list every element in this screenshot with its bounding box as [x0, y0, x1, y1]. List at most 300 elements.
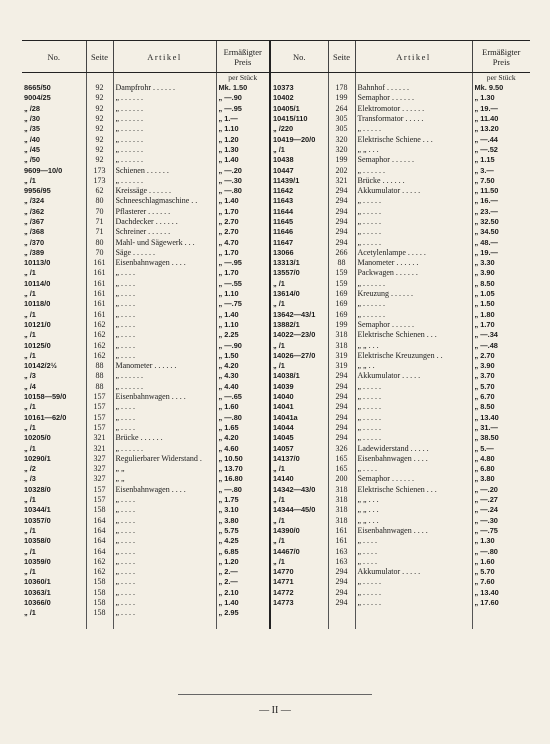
table-blank-space — [22, 618, 530, 628]
cell-preis: „ 2.70 — [216, 217, 270, 227]
cell-artikel: „ . . . . — [113, 268, 216, 278]
cell-seite: 319 — [328, 351, 355, 361]
cell-seite: 157 — [86, 402, 113, 412]
cell-seite: 318 — [328, 485, 355, 495]
cell-no: „ /3 — [24, 371, 36, 381]
cell-artikel: Akkumulator . . . . . — [355, 371, 472, 381]
cell-no: 10438 — [270, 155, 328, 165]
cell-preis: „ 48.— — [472, 237, 530, 247]
cell-preis: „ —.30 — [216, 176, 270, 186]
cell-preis: „ 13.70 — [216, 464, 270, 474]
cell-no: 10328/0 — [24, 484, 51, 494]
cell-preis: „ 2.— — [216, 567, 270, 577]
cell-seite: 199 — [328, 320, 355, 330]
cell-preis: „ 7.50 — [472, 176, 530, 186]
cell-seite: 178 — [328, 83, 355, 93]
cell-no: 10358/0 — [24, 536, 51, 546]
cell-no: „ /1 — [24, 350, 36, 360]
cell-preis: „ 2.95 — [216, 608, 270, 618]
cell-seite: 162 — [86, 351, 113, 361]
cell-seite: 158 — [86, 577, 113, 587]
cell-seite: 264 — [328, 104, 355, 114]
cell-no — [270, 608, 328, 618]
cell-seite: 163 — [328, 546, 355, 556]
cell-seite: 159 — [328, 279, 355, 289]
cell-artikel: „ . . . . . . — [355, 310, 472, 320]
cell-preis: „ —.80 — [472, 546, 530, 556]
cell-no: „ /4 — [24, 381, 36, 391]
cell-preis: „ —.80 — [216, 413, 270, 423]
cell-artikel: Akkumulator . . . . . — [355, 186, 472, 196]
cell-artikel: „ . . . . — [355, 464, 472, 474]
cell-seite: 199 — [328, 155, 355, 165]
cell-seite: 294 — [328, 207, 355, 217]
cell-seite: 319 — [328, 361, 355, 371]
header-preis: Ermäßigter Preis — [216, 41, 270, 73]
cell-seite: 169 — [328, 310, 355, 320]
cell-preis: „ 4.70 — [216, 237, 270, 247]
cell-no: 11642 — [270, 186, 328, 196]
cell-no: 10205/0 — [24, 433, 51, 443]
cell-preis: „ 1.50 — [472, 299, 530, 309]
cell-artikel: „ . . . . — [113, 402, 216, 412]
cell-preis: „ 6.80 — [472, 464, 530, 474]
cell-artikel: Semaphor . . . . . . — [355, 93, 472, 103]
cell-seite: 305 — [328, 114, 355, 124]
cell-artikel: Elektrische Schiene . . . — [355, 134, 472, 144]
cell-no: 10158—59/0 — [24, 392, 67, 402]
cell-preis: „ —.34 — [472, 330, 530, 340]
cell-no: 10447 — [270, 165, 328, 175]
cell-preis: „ —.44 — [472, 134, 530, 144]
cell-seite: 164 — [86, 546, 113, 556]
cell-artikel: „ „ . . . — [355, 505, 472, 515]
cell-preis: „ 3.70 — [472, 371, 530, 381]
cell-artikel: Manometer . . . . . . — [113, 361, 216, 371]
cell-seite: 157 — [86, 485, 113, 495]
cell-seite: 92 — [86, 124, 113, 134]
table-row — [22, 423, 530, 433]
cell-seite: 318 — [328, 340, 355, 350]
cell-no: 10357/0 — [24, 515, 51, 525]
cell-seite: 294 — [328, 392, 355, 402]
cell-no: „ /1 — [24, 289, 36, 299]
table-row — [22, 248, 530, 258]
cell-artikel: „ . . . . . . — [113, 145, 216, 155]
cell-artikel: „ . . . . . — [355, 237, 472, 247]
cell-preis: „ —.65 — [216, 392, 270, 402]
cell-seite: 165 — [328, 464, 355, 474]
cell-preis: „ 23.— — [472, 207, 530, 217]
cell-artikel: Dachdecker . . . . . . — [113, 217, 216, 227]
cell-artikel: Brücke . . . . . . — [355, 176, 472, 186]
cell-artikel: Kreuzung . . . . . . — [355, 289, 472, 299]
cell-artikel: „ . . . . — [113, 320, 216, 330]
cell-seite: 202 — [328, 165, 355, 175]
per-stueck-row — [22, 73, 530, 84]
cell-artikel: „ . . . . . — [355, 413, 472, 423]
cell-artikel: „ . . . . . — [355, 392, 472, 402]
cell-preis: „ 32.50 — [472, 217, 530, 227]
table-row — [22, 340, 530, 350]
cell-preis: „ 5.75 — [216, 526, 270, 536]
cell-seite: 294 — [328, 186, 355, 196]
cell-artikel: „ „ . . . — [355, 340, 472, 350]
cell-seite: 92 — [86, 155, 113, 165]
cell-seite: 294 — [328, 433, 355, 443]
cell-artikel: „ . . . . — [355, 546, 472, 556]
cell-seite: 294 — [328, 196, 355, 206]
cell-seite: 161 — [86, 310, 113, 320]
cell-preis: „ 1.40 — [216, 598, 270, 608]
table-row — [22, 207, 530, 217]
cell-seite: 161 — [328, 526, 355, 536]
cell-preis: „ 1.20 — [216, 557, 270, 567]
cell-preis: „ 13.40 — [472, 413, 530, 423]
cell-artikel: „ . . . . . — [355, 577, 472, 587]
cell-no: „ /1 — [270, 464, 328, 474]
cell-artikel: „ . . . . . . — [113, 176, 216, 186]
cell-preis: „ 1.05 — [472, 289, 530, 299]
cell-no: 8665/50 — [24, 83, 51, 93]
cell-artikel: „ . . . . . . — [113, 371, 216, 381]
cell-no: 14041 — [270, 402, 328, 412]
cell-artikel: „ . . . . . . — [355, 165, 472, 175]
cell-no: „ /362 — [24, 206, 45, 216]
cell-artikel: „ . . . . — [113, 495, 216, 505]
cell-no: 14022—23/0 — [270, 330, 328, 340]
cell-no: 10344/1 — [24, 505, 51, 515]
table-row — [22, 443, 530, 453]
cell-no: 10142/2½ — [24, 361, 57, 371]
cell-no: 14038/1 — [270, 371, 328, 381]
cell-seite: 71 — [86, 227, 113, 237]
table-row — [22, 279, 530, 289]
table-row — [22, 186, 530, 196]
table-row — [22, 464, 530, 474]
cell-seite: 165 — [328, 454, 355, 464]
cell-seite: 294 — [328, 227, 355, 237]
cell-seite: 320 — [328, 145, 355, 155]
cell-no: „ /1 — [24, 567, 36, 577]
cell-preis: Mk. 1.50 — [216, 83, 270, 93]
cell-seite: 327 — [86, 454, 113, 464]
cell-seite: 294 — [328, 423, 355, 433]
cell-seite: 88 — [86, 361, 113, 371]
cell-no: 14040 — [270, 392, 328, 402]
cell-seite: 318 — [328, 505, 355, 515]
cell-artikel: „ . . . . — [113, 546, 216, 556]
table-row — [22, 402, 530, 412]
cell-preis: „ 1.70 — [216, 248, 270, 258]
cell-seite: 157 — [86, 413, 113, 423]
cell-seite: 294 — [328, 598, 355, 608]
cell-artikel: „ „ . . . — [355, 145, 472, 155]
cell-artikel: „ . . . . — [113, 567, 216, 577]
cell-preis: „ 1.10 — [216, 289, 270, 299]
cell-no: 14044 — [270, 423, 328, 433]
cell-artikel: „ . . . . . — [355, 423, 472, 433]
cell-artikel: „ . . . . — [113, 289, 216, 299]
cell-seite: 294 — [328, 217, 355, 227]
cell-preis: „ 1.70 — [472, 320, 530, 330]
cell-no: 10359/0 — [24, 556, 51, 566]
cell-seite: 88 — [86, 371, 113, 381]
cell-preis: „ 17.60 — [472, 598, 530, 608]
cell-no: „ /28 — [24, 103, 41, 113]
table-row — [22, 474, 530, 484]
cell-preis: „ 1.60 — [216, 402, 270, 412]
cell-no: „ /220 — [270, 124, 328, 134]
cell-no: „ /1 — [24, 309, 36, 319]
cell-seite: 161 — [86, 258, 113, 268]
table-row — [22, 557, 530, 567]
cell-artikel: Schienen . . . . . . — [113, 165, 216, 175]
cell-seite: 158 — [86, 505, 113, 515]
cell-preis: „ 4.80 — [472, 454, 530, 464]
cell-no: 10121/0 — [24, 319, 51, 329]
cell-artikel: „ . . . . — [113, 536, 216, 546]
cell-preis: „ 1.40 — [216, 310, 270, 320]
cell-preis: „ 4.60 — [216, 443, 270, 453]
cell-seite: 294 — [328, 588, 355, 598]
cell-seite: 294 — [328, 237, 355, 247]
cell-preis: „ 1.70 — [216, 268, 270, 278]
cell-no: 10125/0 — [24, 340, 51, 350]
cell-preis: Mk. 9.50 — [472, 83, 530, 93]
cell-preis: „ —.75 — [472, 526, 530, 536]
cell-no: 13557/0 — [270, 268, 328, 278]
cell-seite: 318 — [328, 330, 355, 340]
cell-artikel: Eisenbahnwagen . . . . — [355, 454, 472, 464]
cell-artikel: Elektrische Schienen . . . — [355, 485, 472, 495]
table-row — [22, 536, 530, 546]
table-row — [22, 351, 530, 361]
table-row — [22, 413, 530, 423]
cell-no: 14773 — [270, 598, 328, 608]
cell-no: 11646 — [270, 227, 328, 237]
cell-no: 10415/110 — [270, 114, 328, 124]
cell-no: 11645 — [270, 217, 328, 227]
cell-no: 14026—27/0 — [270, 351, 328, 361]
cell-artikel: „ . . . . . . — [113, 443, 216, 453]
table-row — [22, 310, 530, 320]
cell-preis: „ 11.50 — [472, 186, 530, 196]
cell-preis: „ 1.60 — [472, 557, 530, 567]
cell-artikel: Eisenbahnwagen . . . . — [355, 526, 472, 536]
cell-artikel: „ „ — [113, 474, 216, 484]
cell-seite: 294 — [328, 382, 355, 392]
table-row — [22, 454, 530, 464]
table-row — [22, 485, 530, 495]
cell-artikel: „ . . . . . . — [113, 93, 216, 103]
cell-artikel: „ . . . . — [113, 423, 216, 433]
cell-no: 10402 — [270, 93, 328, 103]
table-row — [22, 289, 530, 299]
cell-preis: „ 1.10 — [216, 320, 270, 330]
cell-preis: „ 2.25 — [216, 330, 270, 340]
cell-no: 13313/1 — [270, 258, 328, 268]
cell-preis: „ 1.20 — [216, 134, 270, 144]
table-row — [22, 227, 530, 237]
cell-seite: 327 — [86, 464, 113, 474]
cell-preis: „ 4.30 — [216, 371, 270, 381]
cell-no: 14041a — [270, 413, 328, 423]
cell-no: 10366/0 — [24, 597, 51, 607]
cell-no: „ /1 — [270, 340, 328, 350]
cell-no: 10405/1 — [270, 104, 328, 114]
cell-seite: 164 — [86, 515, 113, 525]
cell-seite: 80 — [86, 196, 113, 206]
cell-artikel: Acetylenlampe . . . . . — [355, 248, 472, 258]
cell-artikel: „ „ . . . — [355, 515, 472, 525]
cell-no: 14140 — [270, 474, 328, 484]
cell-no: 14137/0 — [270, 454, 328, 464]
cell-no: „ /3 — [24, 474, 36, 484]
table-row — [22, 608, 530, 618]
cell-no: „ /1 — [270, 557, 328, 567]
cell-seite: 164 — [86, 536, 113, 546]
cell-no: „ /370 — [24, 237, 45, 247]
cell-no: „ /30 — [24, 114, 41, 124]
table-row — [22, 114, 530, 124]
cell-artikel: „ . . . . . . — [113, 124, 216, 134]
cell-artikel: „ . . . . . — [355, 588, 472, 598]
cell-artikel: Elektrische Kreuzungen . . — [355, 351, 472, 361]
cell-no: 9004/25 — [24, 93, 51, 103]
cell-no: 13614/0 — [270, 289, 328, 299]
cell-no: 14342—43/0 — [270, 485, 328, 495]
cell-artikel: Ladewiderstand . . . . . — [355, 443, 472, 453]
cell-seite: 158 — [86, 598, 113, 608]
header-no: No. — [22, 41, 86, 73]
cell-artikel: „ . . . . . . — [355, 299, 472, 309]
cell-preis: „ —.30 — [472, 515, 530, 525]
cell-preis: „ 3.80 — [216, 515, 270, 525]
table-row — [22, 515, 530, 525]
table-row — [22, 217, 530, 227]
cell-no: „ /1 — [270, 299, 328, 309]
cell-artikel: Regulierbarer Widerstand . — [113, 454, 216, 464]
cell-no: „ /367 — [24, 217, 45, 226]
cell-artikel: „ . . . . . — [355, 124, 472, 134]
cell-seite: 92 — [86, 83, 113, 93]
cell-preis: „ 1.30 — [216, 145, 270, 155]
cell-preis: „ —.55 — [216, 279, 270, 289]
cell-artikel: „ . . . . . . — [113, 104, 216, 114]
cell-no: „ /1 — [270, 536, 328, 546]
cell-no: „ /1 — [24, 330, 36, 340]
cell-preis: „ —.24 — [472, 505, 530, 515]
cell-no: 11647 — [270, 237, 328, 247]
table-row — [22, 237, 530, 247]
table-row — [22, 567, 530, 577]
cell-no: „ /389 — [24, 247, 45, 257]
cell-preis: „ —.95 — [216, 104, 270, 114]
cell-no: 10290/1 — [24, 453, 51, 463]
cell-seite: 173 — [86, 165, 113, 175]
header-row — [22, 41, 530, 73]
cell-preis: „ 5.— — [472, 443, 530, 453]
cell-artikel: „ . . . . — [113, 299, 216, 309]
cell-preis: „ 3.90 — [472, 268, 530, 278]
cell-artikel: Mahl- und Sägewerk . . . — [113, 237, 216, 247]
cell-preis: „ —.75 — [216, 299, 270, 309]
cell-preis: „ 1.50 — [216, 351, 270, 361]
cell-preis: „ 2.10 — [216, 588, 270, 598]
cell-artikel: „ . . . . — [113, 608, 216, 618]
cell-preis: „ 7.60 — [472, 577, 530, 587]
cell-no: „ /1 — [24, 546, 36, 556]
cell-no: „ /1 — [24, 608, 36, 618]
cell-preis: „ 16.— — [472, 196, 530, 206]
cell-preis: „ 1.80 — [472, 310, 530, 320]
cell-preis: „ 19.— — [472, 104, 530, 114]
cell-seite: 157 — [86, 392, 113, 402]
cell-preis: „ —.80 — [216, 186, 270, 196]
cell-preis: „ —.90 — [216, 93, 270, 103]
cell-artikel: „ . . . . — [113, 310, 216, 320]
cell-seite: 173 — [86, 176, 113, 186]
table-row — [22, 176, 530, 186]
cell-seite: 92 — [86, 114, 113, 124]
cell-preis: „ 3.10 — [216, 505, 270, 515]
cell-no: „ /1 — [24, 402, 36, 412]
cell-seite: 92 — [86, 145, 113, 155]
cell-no: 11644 — [270, 207, 328, 217]
cell-no: 10363/1 — [24, 587, 51, 597]
cell-no: 14390/0 — [270, 526, 328, 536]
table-row — [22, 382, 530, 392]
cell-no: „ /1 — [270, 515, 328, 525]
cell-preis: „ 5.70 — [472, 382, 530, 392]
cell-preis: „ —.52 — [472, 145, 530, 155]
header-seite: Seite — [86, 41, 113, 73]
cell-seite: 70 — [86, 248, 113, 258]
cell-preis: „ 10.50 — [216, 454, 270, 464]
header-no: No. — [270, 41, 328, 73]
cell-seite: 161 — [86, 279, 113, 289]
cell-preis: „ 1.40 — [216, 196, 270, 206]
table-row — [22, 495, 530, 505]
cell-seite — [328, 608, 355, 618]
cell-artikel — [355, 608, 472, 618]
cell-artikel: „ . . . . — [113, 505, 216, 515]
table-row — [22, 268, 530, 278]
cell-no: 10161—62/0 — [24, 412, 67, 422]
cell-preis: „ 1.30 — [472, 93, 530, 103]
cell-no: „ /1 — [24, 422, 36, 432]
cell-seite: 157 — [86, 423, 113, 433]
cell-artikel: Transformator . . . . . — [355, 114, 472, 124]
cell-seite: 169 — [328, 299, 355, 309]
table-row — [22, 433, 530, 443]
cell-artikel: Dampfrohr . . . . . . — [113, 83, 216, 93]
cell-preis: „ 16.80 — [216, 474, 270, 484]
cell-artikel: „ . . . . — [113, 413, 216, 423]
cell-artikel: „ . . . . — [113, 526, 216, 536]
table-row — [22, 83, 530, 93]
cell-seite: 326 — [328, 443, 355, 453]
cell-seite: 92 — [86, 104, 113, 114]
cell-preis: „ 4.40 — [216, 382, 270, 392]
cell-preis: „ 8.50 — [472, 279, 530, 289]
cell-seite: 92 — [86, 93, 113, 103]
cell-seite: 294 — [328, 567, 355, 577]
cell-preis: „ 5.70 — [472, 567, 530, 577]
header-preis: Ermäßigter Preis — [472, 41, 530, 73]
table-row — [22, 93, 530, 103]
